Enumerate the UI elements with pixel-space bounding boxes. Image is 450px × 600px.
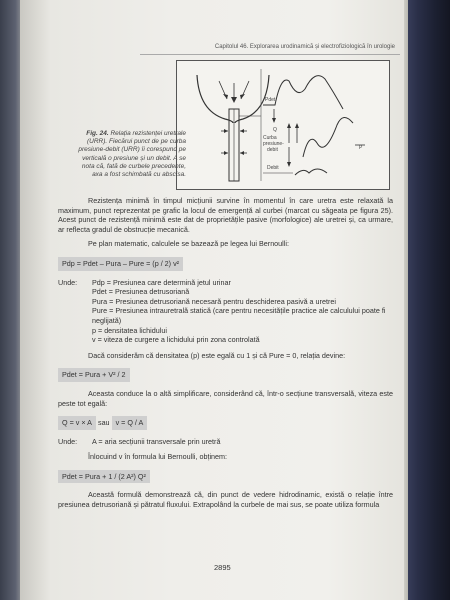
debit-axis-label: Debit [267, 165, 279, 171]
header-rule [140, 54, 400, 55]
definition-text: A = aria secțiunii transversale prin uretră [92, 436, 221, 446]
figure-diagram [177, 61, 389, 189]
formula-final: Pdet = Pura + 1 / (2 A²) Q² [58, 470, 150, 484]
definition-text: Pdp = Presiunea care determină jetul urinar [92, 277, 231, 287]
formula-bernoulli: Pdp = Pdet – Pura – Pure = (p / 2) v² [58, 257, 183, 271]
definition-label: Unde: [58, 277, 78, 287]
figure-caption-number: Fig. 24. [86, 130, 109, 137]
definition-text: Pure = Presiunea intrauretrală statică (care pentru necesitățile practice ale calculului poate fi neglijată) [92, 306, 386, 325]
page-number: 2895 [214, 563, 231, 572]
book-page [20, 0, 404, 600]
flow-curve [295, 169, 327, 175]
formula-simplified: Pdet = Pura + V² / 2 [58, 368, 130, 382]
figure-caption [74, 130, 186, 179]
paragraph: Rezistența minimă în timpul micțiunii survine în momentul în care uretra este relaxată la maximum, punct reprezentat pe grafic la locul de emergență al curbei (marcat cu săgeata pe figura 25). Acest punct de rezistență minimă este dat de proprietățile pasive (morfologice) ale uretrei și, ca urmare, ar reflecta gradul de obstrucție mecanică. [58, 196, 393, 234]
formula-separator: sau [97, 418, 110, 428]
curba-label: Curba [263, 135, 277, 141]
definition-text: Pura = Presiunea detrusoriană necesară pentru deschiderea pasivă a uretrei [92, 296, 336, 306]
definition-text: v = viteza de curgere a lichidului prin zona controlată [92, 335, 260, 345]
p-label: P [359, 145, 363, 151]
definition-row [58, 278, 393, 288]
book-cover-left [0, 0, 22, 600]
paragraph: Pe plan matematic, calculele se bazează pe legea lui Bernoulli: [88, 239, 289, 249]
figure-caption-text: Relația rezistenței uretrale (URR). Fiecărui punct de pe curba presiune-debit (URR) îi corespund pe verticală o presiune și un debit. A se nota că, fată de curbele precedente, axa a fost schimbată cu abscisa. [78, 130, 186, 179]
paragraph: Această formulă demonstrează că, din punct de vedere hidrodinamic, există o relație între presiunea detrusoriană și pătratul fluxului. Extrapolând la curbele de mai sus, se poate utiliza formula [58, 490, 393, 510]
q-label: Q [273, 127, 277, 133]
definition-label: Unde: [58, 436, 78, 446]
running-header: Capitolul 46. Explorarea urodinamică și electrofiziologică în urologie [214, 44, 395, 50]
paragraph: Înlocuind v în formula lui Bernoulli, obținem: [88, 452, 228, 462]
book-cover-right [404, 0, 450, 600]
figure-24 [176, 60, 390, 190]
debit-label: debit [267, 147, 278, 153]
presiune-label: presiune- [263, 141, 284, 147]
main-text [58, 196, 393, 515]
pdet-label: Pdet [265, 97, 276, 103]
definition-text: Pdet = Presiunea detrusoriană [92, 287, 190, 297]
paragraph: Dacă considerăm că densitatea (p) este egală cu 1 și că Pure = 0, relația devine: [88, 350, 346, 360]
pdet-curve [263, 76, 343, 109]
definition-text: p = densitatea lichidului [92, 325, 167, 335]
formula-velocity: v = Q / A [112, 416, 148, 430]
definition-row [58, 437, 393, 447]
pressure-flow-curve [303, 117, 353, 157]
paragraph: Aceasta conduce la o altă simplificare, considerând că, într-o secțiune transversală, viteza este peste tot egală: [58, 388, 393, 408]
bladder-left-wall [197, 75, 233, 123]
formula-flow: Q = v × A [58, 416, 96, 430]
